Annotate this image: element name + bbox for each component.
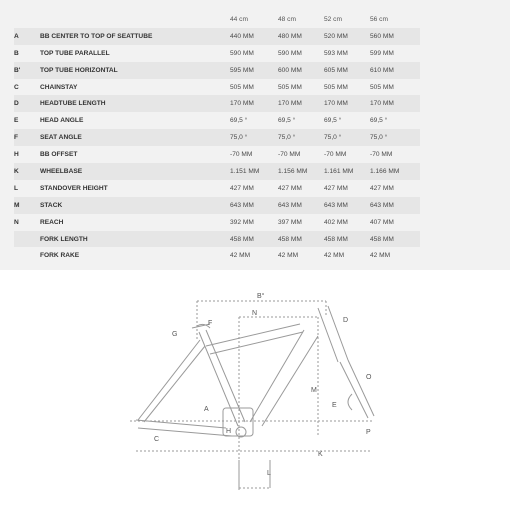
row-value: 75,0 ° xyxy=(278,129,324,146)
row-value: 427 MM xyxy=(324,184,348,192)
frame-outline xyxy=(130,301,374,490)
row-letter xyxy=(14,247,40,264)
row-value: 1.151 MM xyxy=(230,163,278,180)
row-value: 397 MM xyxy=(278,218,302,226)
row-value: 427 MM xyxy=(278,184,302,192)
row-letter: A xyxy=(14,28,40,45)
label-e: E xyxy=(332,402,337,409)
row-value: 402 MM xyxy=(324,218,348,226)
row-label: SEAT ANGLE xyxy=(40,129,230,146)
table-row xyxy=(14,163,420,180)
label-h: H xyxy=(226,428,232,435)
table-row xyxy=(14,146,420,163)
head-tube xyxy=(318,306,348,362)
table-row xyxy=(14,180,420,197)
frame-geometry-diagram xyxy=(0,270,510,510)
row-value: 458 MM xyxy=(324,231,370,248)
row-value: 1.161 MM xyxy=(324,163,370,180)
table-row xyxy=(14,79,420,96)
header-size-52: 52 cm xyxy=(324,15,342,23)
row-letter: D xyxy=(14,95,40,112)
label-b-prime: B° xyxy=(257,293,265,300)
row-label: FORK RAKE xyxy=(40,252,80,260)
chain-stay xyxy=(136,420,232,436)
row-value: 599 MM xyxy=(370,49,394,57)
table-row xyxy=(14,197,420,214)
row-label: TOP TUBE HORIZONTAL xyxy=(40,62,230,79)
row-value: 505 MM xyxy=(370,83,394,91)
label-m: M xyxy=(311,387,317,394)
row-value: 69,5 ° xyxy=(278,117,296,125)
row-letter: N xyxy=(14,218,19,226)
row-value: 480 MM xyxy=(278,28,324,45)
row-value: 605 MM xyxy=(324,62,370,79)
row-value: 407 MM xyxy=(370,218,394,226)
row-label: HEADTUBE LENGTH xyxy=(40,95,230,112)
table-row xyxy=(14,214,420,231)
label-o: O xyxy=(366,374,372,381)
row-value: 170 MM xyxy=(230,95,278,112)
row-value: 600 MM xyxy=(278,62,324,79)
row-value: 392 MM xyxy=(230,218,254,226)
row-value: 1.166 MM xyxy=(370,163,420,180)
row-letter: M xyxy=(14,197,40,214)
label-f: F xyxy=(208,320,213,327)
row-value: 610 MM xyxy=(370,62,420,79)
label-l: L xyxy=(267,470,271,477)
row-value: -70 MM xyxy=(370,151,393,159)
row-value: 170 MM xyxy=(324,95,370,112)
row-value: 427 MM xyxy=(230,184,254,192)
row-value: 42 MM xyxy=(278,252,299,260)
row-value: 520 MM xyxy=(324,28,370,45)
header-letter xyxy=(14,11,40,28)
row-value: 458 MM xyxy=(370,231,420,248)
row-label: WHEELBASE xyxy=(40,163,230,180)
row-value: 505 MM xyxy=(324,83,348,91)
row-label: BB CENTER TO TOP OF SEATTUBE xyxy=(40,28,230,45)
row-value: 75,0 ° xyxy=(324,129,370,146)
row-value: 590 MM xyxy=(278,49,302,57)
row-label: STACK xyxy=(40,197,230,214)
row-value: 427 MM xyxy=(370,184,394,192)
row-value: 1.156 MM xyxy=(278,163,324,180)
header-label xyxy=(40,11,230,28)
row-value: 69,5 ° xyxy=(370,117,388,125)
row-value: 69,5 ° xyxy=(324,117,342,125)
row-value: 590 MM xyxy=(230,49,254,57)
row-value: -70 MM xyxy=(230,151,253,159)
header-size-44: 44 cm xyxy=(230,15,248,23)
row-letter: B' xyxy=(14,62,40,79)
row-label: HEAD ANGLE xyxy=(40,117,84,125)
table-row xyxy=(14,247,420,264)
row-value: 643 MM xyxy=(324,197,370,214)
down-tube xyxy=(250,330,318,426)
row-letter: B xyxy=(14,49,19,57)
row-letter: H xyxy=(14,151,19,159)
row-letter xyxy=(14,231,40,248)
row-value: 440 MM xyxy=(230,28,278,45)
table-row xyxy=(14,95,420,112)
head-angle-arc xyxy=(348,394,352,410)
row-label: FORK LENGTH xyxy=(40,231,230,248)
row-value: 42 MM xyxy=(370,252,391,260)
row-value: -70 MM xyxy=(324,151,347,159)
label-p: P xyxy=(366,429,371,436)
fork xyxy=(340,360,374,418)
row-value: 170 MM xyxy=(370,95,420,112)
row-label: BB OFFSET xyxy=(40,151,78,159)
table-row xyxy=(14,45,420,62)
row-value: 643 MM xyxy=(370,197,420,214)
label-c: C xyxy=(154,436,160,443)
top-tube xyxy=(206,324,303,354)
table-row xyxy=(14,28,420,45)
row-value: 505 MM xyxy=(230,83,254,91)
row-label: TOP TUBE PARALLEL xyxy=(40,49,110,57)
row-value: 560 MM xyxy=(370,28,420,45)
label-k: K xyxy=(318,451,323,458)
table-row xyxy=(14,62,420,79)
row-label: CHAINSTAY xyxy=(40,83,78,91)
row-value: 170 MM xyxy=(278,95,324,112)
row-value: -70 MM xyxy=(278,151,301,159)
row-value: 595 MM xyxy=(230,62,278,79)
row-value: 458 MM xyxy=(230,231,278,248)
header-size-48: 48 cm xyxy=(278,15,296,23)
row-letter: K xyxy=(14,163,40,180)
table-row xyxy=(14,112,420,129)
frame-diagram-svg xyxy=(0,270,510,510)
row-letter: L xyxy=(14,184,19,192)
label-a: A xyxy=(204,406,209,413)
row-value: 42 MM xyxy=(230,252,251,260)
row-value: 593 MM xyxy=(324,49,348,57)
table-row xyxy=(14,231,420,248)
table-header-row xyxy=(14,11,420,28)
seat-stay xyxy=(138,340,205,422)
row-label: STANDOVER HEIGHT xyxy=(40,184,108,192)
row-value: 458 MM xyxy=(278,231,324,248)
row-label: REACH xyxy=(40,218,64,226)
label-n: N xyxy=(252,310,258,317)
row-letter: E xyxy=(14,117,19,125)
row-value: 643 MM xyxy=(278,197,324,214)
row-value: 643 MM xyxy=(230,197,278,214)
label-d: D xyxy=(343,317,349,324)
row-value: 75,0 ° xyxy=(230,129,278,146)
row-value: 69,5 ° xyxy=(230,117,248,125)
table-row xyxy=(14,129,420,146)
header-size-56: 56 cm xyxy=(370,15,388,23)
row-letter: F xyxy=(14,129,40,146)
row-value: 75,0 ° xyxy=(370,129,420,146)
label-g: G xyxy=(172,331,178,338)
row-value: 505 MM xyxy=(278,83,302,91)
row-letter: C xyxy=(14,83,19,91)
row-value: 42 MM xyxy=(324,252,345,260)
geometry-table xyxy=(14,11,420,264)
